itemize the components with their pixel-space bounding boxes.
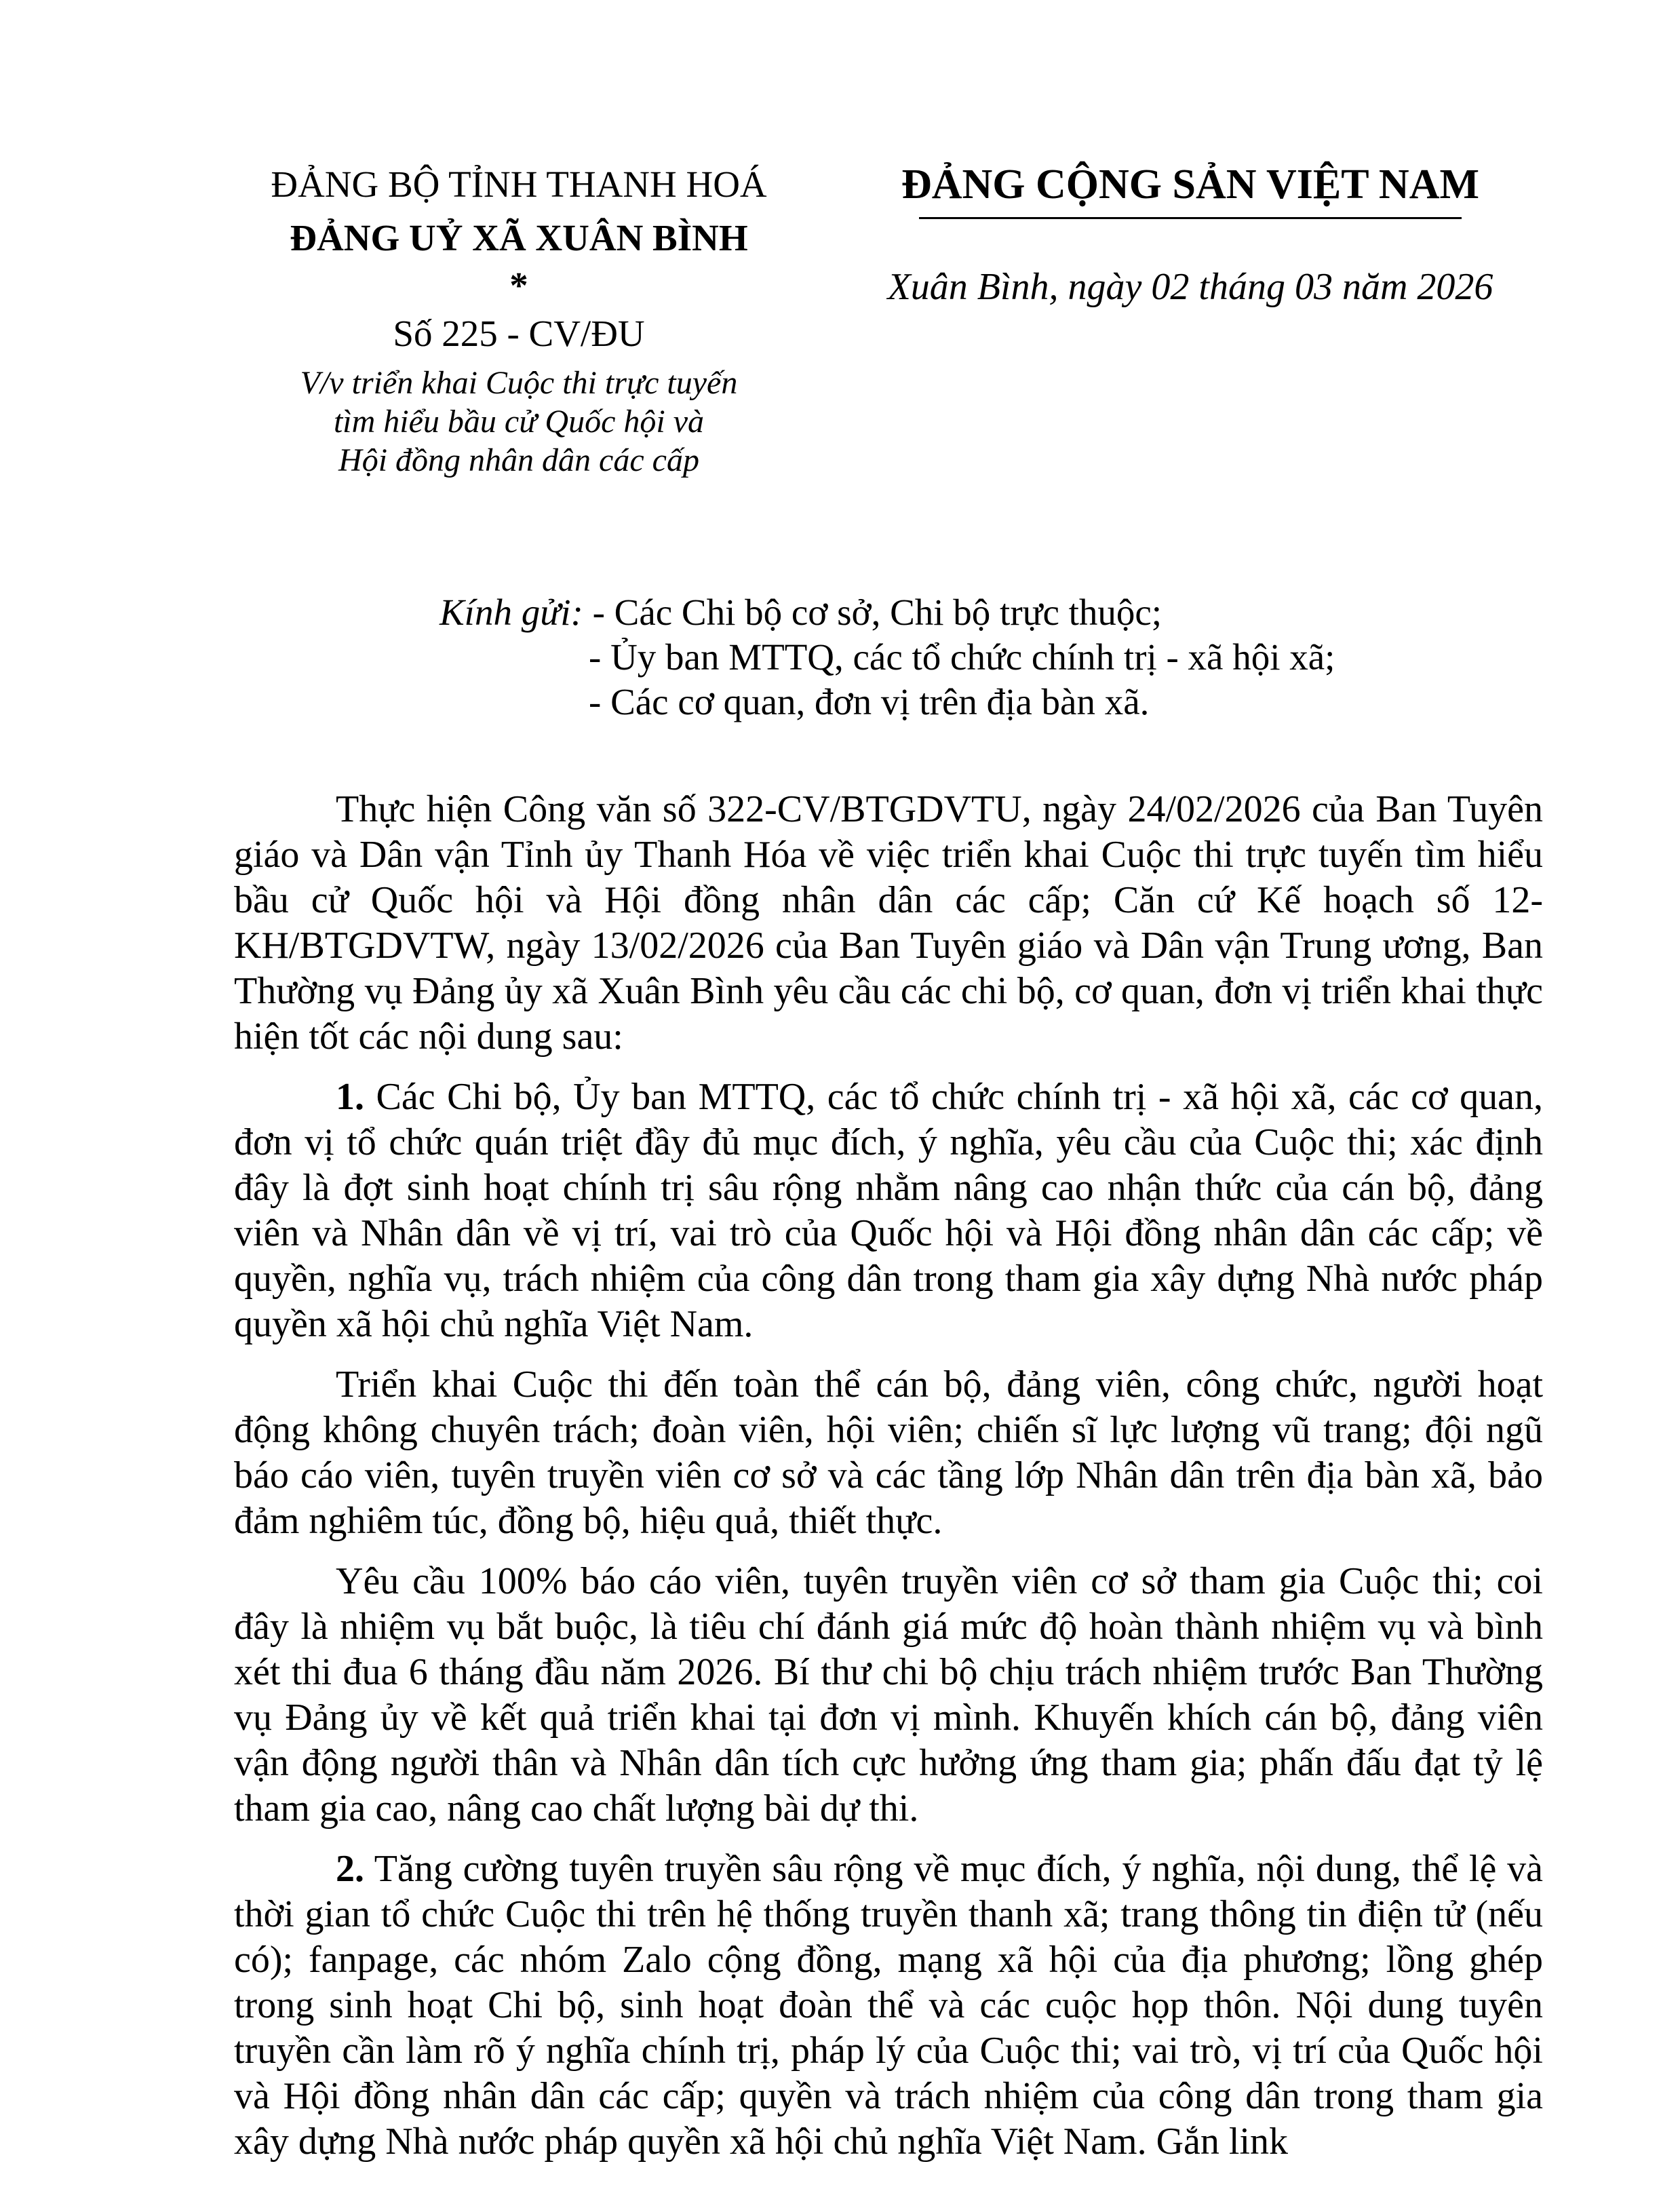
- body-paragraph: Yêu cầu 100% báo cáo viên, tuyên truyền viên cơ sở tham gia Cuộc thi; coi đây là nhiệm vụ bắt buộc, là tiêu chí đánh giá mức độ hoàn thành nhiệm vụ và bình xét thi đua 6 tháng đầu năm 2026. Bí thư chi bộ chịu trách nhiệm trước Ban Thường vụ Đảng ủy về kết quả triển khai tại đơn vị mình. Khuyến khích cán bộ, đảng viên vận động người thân và Nhân dân tích cực hưởng ứng tham gia; phấn đấu đạt tỷ lệ tham gia cao, nâng cao chất lượng bài dự thi.: [234, 1560, 1543, 1830]
- recipient-row: [439, 590, 1335, 635]
- recipient-item: - Các cơ quan, đơn vị trên địa bàn xã.: [589, 681, 1150, 722]
- recipient-row: [439, 635, 1335, 680]
- subject-line: tìm hiểu bầu cử Quốc hội và: [333, 404, 705, 440]
- recipient-item: - Ủy ban MTTQ, các tổ chức chính trị - xã hội xã;: [589, 636, 1335, 678]
- item-text: Các Chi bộ, Ủy ban MTTQ, các tổ chức chính trị - xã hội xã, các cơ quan, đơn vị tổ chức quán triệt đầy đủ mục đích, ý nghĩa, yêu cầu của Cuộc thi; xác định đây là đợt sinh hoạt chính trị sâu rộng nhằm nâng cao nhận thức của cán bộ, đảng viên và Nhân dân về vị trí, vai trò của Quốc hội và Hội đồng nhân dân các cấp; về quyền, nghĩa vụ, trách nhiệm của công dân trong tham gia xây dựng Nhà nước pháp quyền xã hội chủ nghĩa Việt Nam.: [234, 1076, 1543, 1345]
- item-2-paragraph: [234, 1846, 1543, 2165]
- title-underline: [919, 217, 1462, 219]
- body-paragraph: Triển khai Cuộc thi đến toàn thể cán bộ, đảng viên, công chức, người hoạt động không chuyên trách; đoàn viên, hội viên; chiến sĩ lực lượng vũ trang; đội ngũ báo cáo viên, tuyên truyền viên cơ sở và các tầng lớp Nhân dân trên địa bàn xã, bảo đảm nghiêm túc, đồng bộ, hiệu quả, thiết thực.: [234, 1363, 1543, 1542]
- subject-line: Hội đồng nhân dân các cấp: [338, 442, 699, 478]
- issuer-header: [241, 157, 797, 480]
- recipients-block: [439, 590, 1335, 724]
- place-date-line: Xuân Bình, ngày 02 tháng 03 năm 2026: [887, 266, 1493, 308]
- item-text: Tăng cường tuyên truyền sâu rộng về mục đích, ý nghĩa, nội dung, thể lệ và thời gian tổ chức Cuộc thi trên hệ thống truyền thanh xã; trang thông tin điện tử (nếu có); fanpage, các nhóm Zalo cộng đồng, mạng xã hội của địa phương; lồng ghép trong sinh hoạt Chi bộ, sinh hoạt đoàn thể và các cuộc họp thôn. Nội dung tuyên truyền cần làm rõ ý nghĩa chính trị, pháp lý của Cuộc thi; vai trò, vị trí của Quốc hội và Hội đồng nhân dân các cấp; quyền và trách nhiệm của công dân trong tham gia xây dựng Nhà nước pháp quyền xã hội chủ nghĩa Việt Nam. Gắn link: [234, 1848, 1543, 2163]
- item-1-paragraph: [234, 1075, 1543, 1347]
- recipient-row: [439, 680, 1335, 724]
- parent-organization: ĐẢNG BỘ TỈNH THANH HOÁ: [271, 163, 767, 205]
- item-number: 2.: [336, 1848, 364, 1890]
- item-number: 1.: [336, 1076, 364, 1118]
- subject-line: V/v triển khai Cuộc thi trực tuyến: [300, 365, 738, 401]
- document-body: [234, 787, 1543, 2180]
- party-name: ĐẢNG CỘNG SẢN VIỆT NAM: [901, 161, 1479, 208]
- document-subject: [241, 364, 797, 480]
- national-header: [851, 155, 1529, 314]
- intro-paragraph: Thực hiện Công văn số 322-CV/BTGDVTU, ngày 24/02/2026 của Ban Tuyên giáo và Dân vận Tỉnh ủy Thanh Hóa về việc triển khai Cuộc thi trực tuyến tìm hiểu bầu cử Quốc hội và Hội đồng nhân dân các cấp; Căn cứ Kế hoạch số 12-KH/BTGDVTW, ngày 13/02/2026 của Ban Tuyên giáo và Dân vận Trung ương, Ban Thường vụ Đảng ủy xã Xuân Bình yêu cầu các chi bộ, cơ quan, đơn vị triển khai thực hiện tốt các nội dung sau:: [234, 788, 1543, 1058]
- recipient-item: - Các Chi bộ cơ sở, Chi bộ trực thuộc;: [592, 592, 1163, 633]
- separator-star: *: [509, 265, 528, 306]
- issuing-unit: ĐẢNG UỶ XÃ XUÂN BÌNH: [290, 217, 748, 258]
- recipients-lead: Kính gửi:: [439, 592, 583, 633]
- document-number: Số 225 - CV/ĐU: [393, 313, 645, 354]
